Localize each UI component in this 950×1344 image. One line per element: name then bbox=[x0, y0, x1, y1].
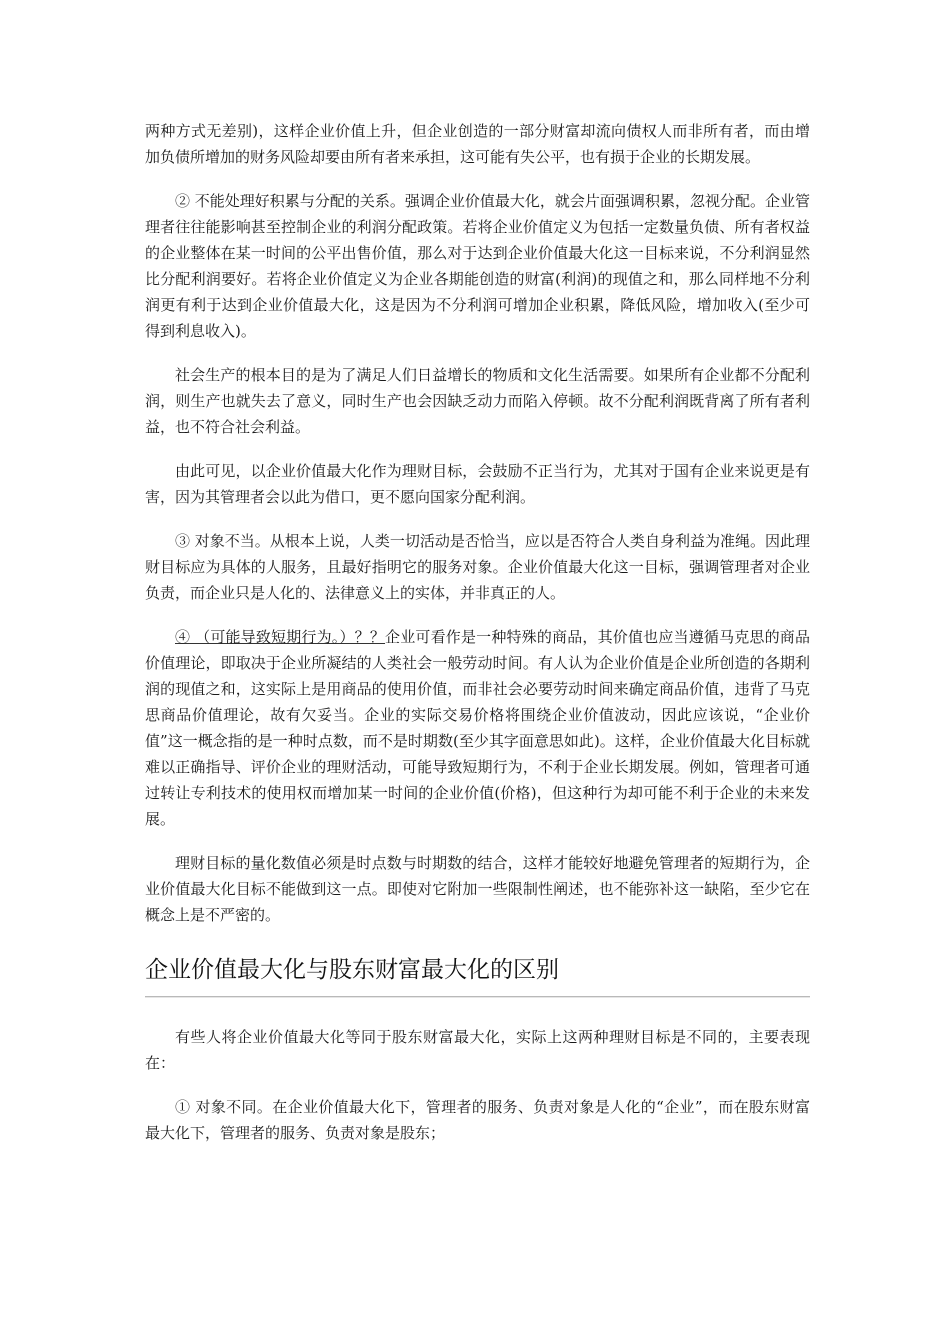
point-4-body: 企业可看作是一种特殊的商品，其价值也应当遵循马克思的商品价值理论，即取决于企业所凝结的人类社会一般劳动时间。有人认为企业价值是企业所创造的各期利润的现值之和，这实际上是用商品的使用价值，而非社会必要劳动时间来确定商品价值，违背了马克思商品价值理论，故有欠妥当。企业的实际交易价格将围绕企业价值波动，因此应该说，“企业价值”这一概念指的是一种时点数，而不是时期数(至少其字面意思如此)。这样，企业价值最大化目标就难以正确指导、评价企业的理财活动，可能导致短期行为，不利于企业长期发展。例如，管理者可通过转让专利技术的使用权而增加某一时间的企业价值(价格)，但这种行为却可能不利于企业的未来发展。 bbox=[145, 628, 810, 828]
paragraph-conclusion: 由此可见，以企业价值最大化作为理财目标，会鼓励不正当行为，尤其对于国有企业来说更是有害，因为其管理者会以此为借口，更不愿向国家分配利润。 bbox=[145, 462, 810, 506]
paragraph-point-4 bbox=[145, 624, 810, 832]
paragraph-point-2: ② 不能处理好积累与分配的关系。强调企业价值最大化，就会片面强调积累，忽视分配。企业管理者往往能影响甚至控制企业的利润分配政策。若将企业价值定义为包括一定数量负债、所有者权益的企业整体在某一时间的公平出售价值，那么对于达到企业价值最大化这一目标来说，不分利润显然比分配利润要好。若将企业价值定义为企业各期能创造的财富(利润)的现值之和，那么同样地不分利润更有利于达到企业价值最大化，这是因为不分利润可增加企业积累，降低风险，增加收入(至少可得到利息收入)。 bbox=[145, 192, 810, 340]
section-heading: 企业价值最大化与股东财富最大化的区别 bbox=[145, 957, 559, 983]
paragraph-quantification: 理财目标的量化数值必须是时点数与时期数的结合，这样才能较好地避免管理者的短期行为，企业价值最大化目标不能做到这一点。即使对它附加一些限制性阐述，也不能弥补这一缺陷，至少它在概念上是不严密的。 bbox=[145, 854, 810, 924]
document-page bbox=[145, 118, 810, 1164]
section-divider bbox=[145, 996, 810, 998]
paragraph-section-intro: 有些人将企业价值最大化等同于股东财富最大化，实际上这两种理财目标是不同的，主要表现在： bbox=[145, 1028, 810, 1072]
paragraph-social-production: 社会生产的根本目的是为了满足人们日益增长的物质和文化生活需要。如果所有企业都不分配利润，则生产也就失去了意义，同时生产也会因缺乏动力而陷入停顿。故不分配利润既背离了所有者利益，也不符合社会利益。 bbox=[145, 366, 810, 436]
point-4-lead: ④ （可能导致短期行为。）？？ bbox=[175, 628, 386, 646]
paragraph-point-3: ③ 对象不当。从根本上说，人类一切活动是否恰当，应以是否符合人类自身利益为准绳。因此理财目标应为具体的人服务，且最好指明它的服务对象。企业价值最大化这一目标，强调管理者对企业负责，而企业只是人化的、法律意义上的实体，并非真正的人。 bbox=[145, 532, 810, 602]
paragraph-section-point-1: ① 对象不同。在企业价值最大化下，管理者的服务、负责对象是人化的“企业”，而在股东财富最大化下，管理者的服务、负责对象是股东； bbox=[145, 1098, 810, 1142]
paragraph-continuation: 两种方式无差别)，这样企业价值上升，但企业创造的一部分财富却流向债权人而非所有者，而由增加负债所增加的财务风险却要由所有者来承担，这可能有失公平，也有损于企业的长期发展。 bbox=[145, 122, 810, 166]
